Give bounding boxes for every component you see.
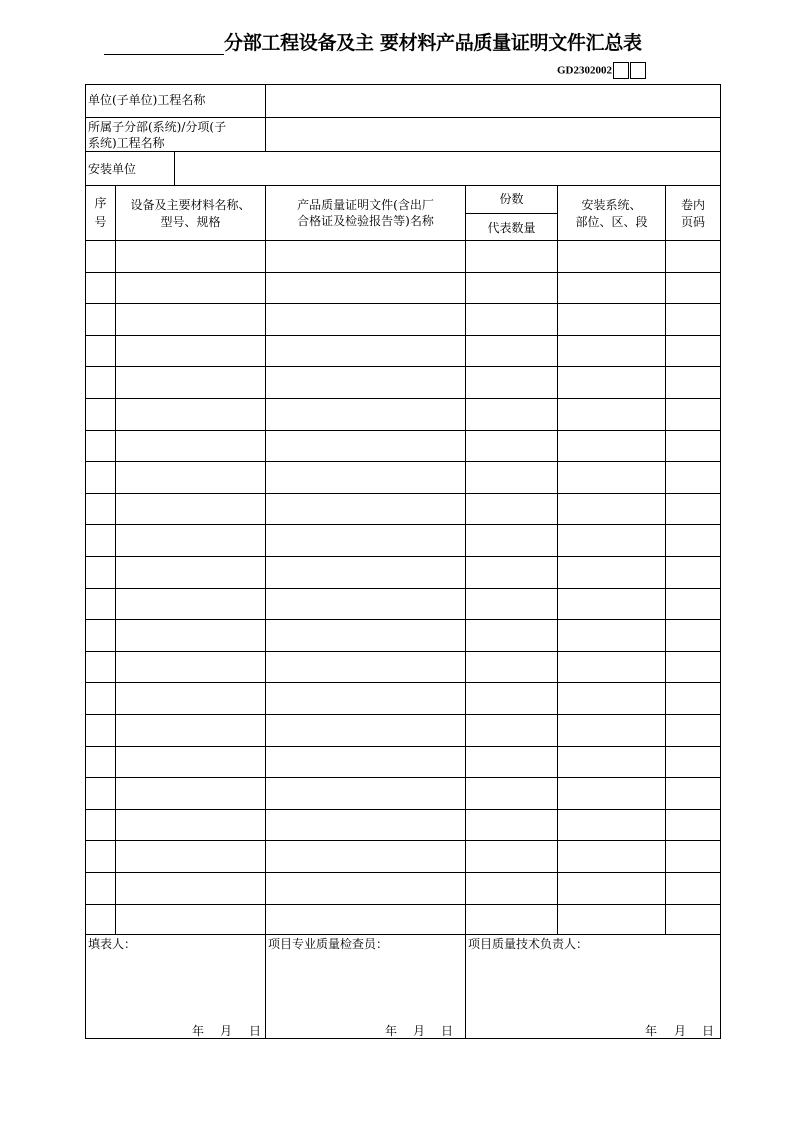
- table-cell-install[interactable]: [558, 905, 665, 935]
- table-cell-page[interactable]: [666, 241, 720, 272]
- filler-label: 填表人：: [88, 937, 137, 951]
- table-cell-copies[interactable]: [466, 715, 557, 746]
- table-cell-equipment[interactable]: [116, 652, 265, 682]
- table-cell-page[interactable]: [666, 620, 720, 651]
- table-cell-equipment[interactable]: [116, 399, 265, 430]
- table-cell-copies[interactable]: [466, 841, 557, 872]
- table-cell-certificate[interactable]: [266, 778, 465, 809]
- table-cell-seq[interactable]: [86, 683, 115, 714]
- table-cell-page[interactable]: [666, 683, 720, 714]
- table-cell-certificate[interactable]: [266, 525, 465, 556]
- table-cell-install[interactable]: [558, 336, 665, 366]
- table-cell-install[interactable]: [558, 652, 665, 682]
- table-cell-seq[interactable]: [86, 715, 115, 746]
- inspector-date-month: 月: [413, 1024, 426, 1038]
- table-cell-page[interactable]: [666, 525, 720, 556]
- table-cell-install[interactable]: [558, 431, 665, 461]
- table-cell-equipment[interactable]: [116, 715, 265, 746]
- table-cell-certificate[interactable]: [266, 241, 465, 272]
- table-cell-page[interactable]: [666, 589, 720, 619]
- table-cell-equipment[interactable]: [116, 241, 265, 272]
- table-cell-equipment[interactable]: [116, 557, 265, 588]
- unit-project-input[interactable]: [266, 85, 720, 117]
- table-cell-equipment[interactable]: [116, 873, 265, 904]
- table-cell-certificate[interactable]: [266, 652, 465, 682]
- table-cell-certificate[interactable]: [266, 873, 465, 904]
- col-seq-line1: 序: [94, 196, 107, 210]
- table-cell-equipment[interactable]: [116, 462, 265, 493]
- table-cell-install[interactable]: [558, 683, 665, 714]
- table-cell-copies[interactable]: [466, 683, 557, 714]
- table-cell-page[interactable]: [666, 399, 720, 430]
- table-cell-install[interactable]: [558, 462, 665, 493]
- table-cell-seq[interactable]: [86, 241, 115, 272]
- table-cell-copies[interactable]: [466, 525, 557, 556]
- table-cell-seq[interactable]: [86, 905, 115, 935]
- col-certificate-line2: 合格证及检验报告等)名称: [297, 214, 434, 228]
- table-cell-certificate[interactable]: [266, 747, 465, 777]
- table-cell-copies[interactable]: [466, 747, 557, 777]
- table-cell-install[interactable]: [558, 304, 665, 335]
- table-cell-install[interactable]: [558, 747, 665, 777]
- form-title: [104, 30, 714, 60]
- table-cell-certificate[interactable]: [266, 304, 465, 335]
- table-cell-page[interactable]: [666, 652, 720, 682]
- col-install-line1: 安装系统、: [581, 198, 642, 212]
- inspector-label: 项目专业质量检查员：: [268, 937, 389, 951]
- inspector-signature-area[interactable]: [266, 952, 465, 1022]
- table-cell-page[interactable]: [666, 778, 720, 809]
- table-cell-copies[interactable]: [466, 367, 557, 398]
- tech-lead-label: 项目质量技术负责人：: [468, 937, 589, 951]
- table-cell-equipment[interactable]: [116, 683, 265, 714]
- table-cell-seq[interactable]: [86, 778, 115, 809]
- table-cell-equipment[interactable]: [116, 273, 265, 303]
- table-cell-equipment[interactable]: [116, 431, 265, 461]
- table-cell-copies[interactable]: [466, 652, 557, 682]
- table-cell-seq[interactable]: [86, 620, 115, 651]
- table-cell-seq[interactable]: [86, 747, 115, 777]
- table-cell-copies[interactable]: [466, 241, 557, 272]
- table-cell-page[interactable]: [666, 367, 720, 398]
- filler-signature-area[interactable]: [86, 952, 265, 1022]
- table-cell-copies[interactable]: [466, 620, 557, 651]
- rule-bottom: [85, 1038, 721, 1039]
- table-cell-copies[interactable]: [466, 431, 557, 461]
- col-represent-qty: 代表数量: [487, 221, 536, 235]
- table-cell-certificate[interactable]: [266, 336, 465, 366]
- tech-lead-date-year: 年: [645, 1024, 658, 1038]
- table-cell-install[interactable]: [558, 241, 665, 272]
- table-cell-certificate[interactable]: [266, 494, 465, 524]
- table-cell-page[interactable]: [666, 273, 720, 303]
- sub-project-input[interactable]: [266, 118, 720, 151]
- table-cell-install[interactable]: [558, 557, 665, 588]
- table-cell-seq[interactable]: [86, 367, 115, 398]
- table-cell-seq[interactable]: [86, 494, 115, 524]
- table-cell-certificate[interactable]: [266, 715, 465, 746]
- rule-header-split: [466, 213, 557, 214]
- sub-project-label-line1: 所属子分部(系统)/分项(子: [88, 120, 227, 134]
- table-cell-page[interactable]: [666, 905, 720, 935]
- form-code-text: GD2302002: [557, 64, 612, 77]
- table-cell-install[interactable]: [558, 620, 665, 651]
- table-cell-equipment[interactable]: [116, 841, 265, 872]
- tech-lead-date-month: 月: [674, 1024, 687, 1038]
- tech-lead-signature-area[interactable]: [466, 952, 720, 1022]
- rule-right: [720, 84, 721, 1039]
- table-cell-seq[interactable]: [86, 462, 115, 493]
- table-cell-page[interactable]: [666, 431, 720, 461]
- title-text: 分部工程设备及主 要材料产品质量证明文件汇总表: [224, 32, 642, 54]
- table-cell-install[interactable]: [558, 841, 665, 872]
- col-install-line2: 部位、区、段: [575, 215, 648, 229]
- table-cell-install[interactable]: [558, 589, 665, 619]
- table-cell-seq[interactable]: [86, 810, 115, 840]
- filler-date-year: 年: [192, 1024, 205, 1038]
- table-cell-page[interactable]: [666, 462, 720, 493]
- table-cell-seq[interactable]: [86, 304, 115, 335]
- table-cell-copies[interactable]: [466, 462, 557, 493]
- table-cell-copies[interactable]: [466, 399, 557, 430]
- sub-project-label-line2: 系统)工程名称: [88, 136, 165, 150]
- table-cell-seq[interactable]: [86, 589, 115, 619]
- table-cell-page[interactable]: [666, 304, 720, 335]
- table-cell-install[interactable]: [558, 810, 665, 840]
- col-seq-line2: 号: [94, 215, 107, 229]
- table-cell-seq[interactable]: [86, 557, 115, 588]
- table-cell-page[interactable]: [666, 841, 720, 872]
- form-code-box-1[interactable]: [613, 62, 629, 79]
- table-cell-seq[interactable]: [86, 273, 115, 303]
- table-cell-equipment[interactable]: [116, 367, 265, 398]
- table-cell-page[interactable]: [666, 810, 720, 840]
- table-cell-install[interactable]: [558, 399, 665, 430]
- table-cell-page[interactable]: [666, 715, 720, 746]
- table-cell-page[interactable]: [666, 557, 720, 588]
- table-cell-seq[interactable]: [86, 652, 115, 682]
- table-cell-install[interactable]: [558, 273, 665, 303]
- table-cell-install[interactable]: [558, 778, 665, 809]
- table-cell-install[interactable]: [558, 525, 665, 556]
- table-cell-equipment[interactable]: [116, 778, 265, 809]
- table-cell-seq[interactable]: [86, 336, 115, 366]
- col-certificate-line1: 产品质量证明文件(含出厂: [297, 198, 434, 212]
- table-cell-page[interactable]: [666, 494, 720, 524]
- table-cell-equipment[interactable]: [116, 747, 265, 777]
- table-cell-page[interactable]: [666, 873, 720, 904]
- col-equipment-line1: 设备及主要材料名称、: [130, 198, 251, 212]
- form-code-box-2[interactable]: [630, 62, 646, 79]
- unit-project-label: 单位(子单位)工程名称: [88, 93, 206, 107]
- table-cell-copies[interactable]: [466, 557, 557, 588]
- table-cell-equipment[interactable]: [116, 336, 265, 366]
- inspector-date-year: 年: [385, 1024, 398, 1038]
- table-cell-install[interactable]: [558, 715, 665, 746]
- table-cell-install[interactable]: [558, 367, 665, 398]
- summary-form-sheet: [85, 84, 721, 1039]
- filler-date-day: 日: [249, 1024, 262, 1038]
- table-cell-certificate[interactable]: [266, 683, 465, 714]
- table-cell-copies[interactable]: [466, 494, 557, 524]
- col-equipment-line2: 型号、规格: [160, 215, 221, 229]
- table-cell-page[interactable]: [666, 747, 720, 777]
- table-cell-seq[interactable]: [86, 873, 115, 904]
- table-cell-certificate[interactable]: [266, 620, 465, 651]
- rule-after-install-row: [85, 185, 721, 186]
- install-unit-input[interactable]: [175, 152, 720, 185]
- table-cell-equipment[interactable]: [116, 905, 265, 935]
- table-cell-install[interactable]: [558, 873, 665, 904]
- table-cell-certificate[interactable]: [266, 367, 465, 398]
- table-cell-equipment[interactable]: [116, 589, 265, 619]
- table-cell-certificate[interactable]: [266, 905, 465, 935]
- table-cell-seq[interactable]: [86, 399, 115, 430]
- col-copies: 份数: [499, 192, 524, 206]
- table-cell-certificate[interactable]: [266, 589, 465, 619]
- table-cell-copies[interactable]: [466, 778, 557, 809]
- table-cell-certificate[interactable]: [266, 462, 465, 493]
- table-cell-seq[interactable]: [86, 841, 115, 872]
- inspector-date-day: 日: [441, 1024, 454, 1038]
- table-cell-seq[interactable]: [86, 431, 115, 461]
- table-cell-certificate[interactable]: [266, 273, 465, 303]
- table-cell-seq[interactable]: [86, 525, 115, 556]
- table-cell-equipment[interactable]: [116, 494, 265, 524]
- table-cell-copies[interactable]: [466, 273, 557, 303]
- tech-lead-date-day: 日: [702, 1024, 715, 1038]
- table-cell-copies[interactable]: [466, 304, 557, 335]
- table-cell-equipment[interactable]: [116, 304, 265, 335]
- table-cell-copies[interactable]: [466, 905, 557, 935]
- install-unit-label: 安装单位: [88, 162, 137, 176]
- table-cell-page[interactable]: [666, 336, 720, 366]
- filler-date-month: 月: [220, 1024, 233, 1038]
- table-cell-equipment[interactable]: [116, 525, 265, 556]
- form-code: [557, 60, 646, 80]
- table-cell-certificate[interactable]: [266, 841, 465, 872]
- table-cell-copies[interactable]: [466, 873, 557, 904]
- title-project-blank: [104, 30, 224, 55]
- table-cell-certificate[interactable]: [266, 810, 465, 840]
- table-cell-certificate[interactable]: [266, 399, 465, 430]
- col-page-line1: 卷内: [680, 198, 705, 212]
- table-cell-copies[interactable]: [466, 336, 557, 366]
- col-page-line2: 页码: [680, 215, 705, 229]
- table-cell-equipment[interactable]: [116, 620, 265, 651]
- table-cell-equipment[interactable]: [116, 810, 265, 840]
- table-cell-certificate[interactable]: [266, 431, 465, 461]
- table-cell-install[interactable]: [558, 494, 665, 524]
- table-cell-copies[interactable]: [466, 589, 557, 619]
- table-cell-certificate[interactable]: [266, 557, 465, 588]
- table-cell-copies[interactable]: [466, 810, 557, 840]
